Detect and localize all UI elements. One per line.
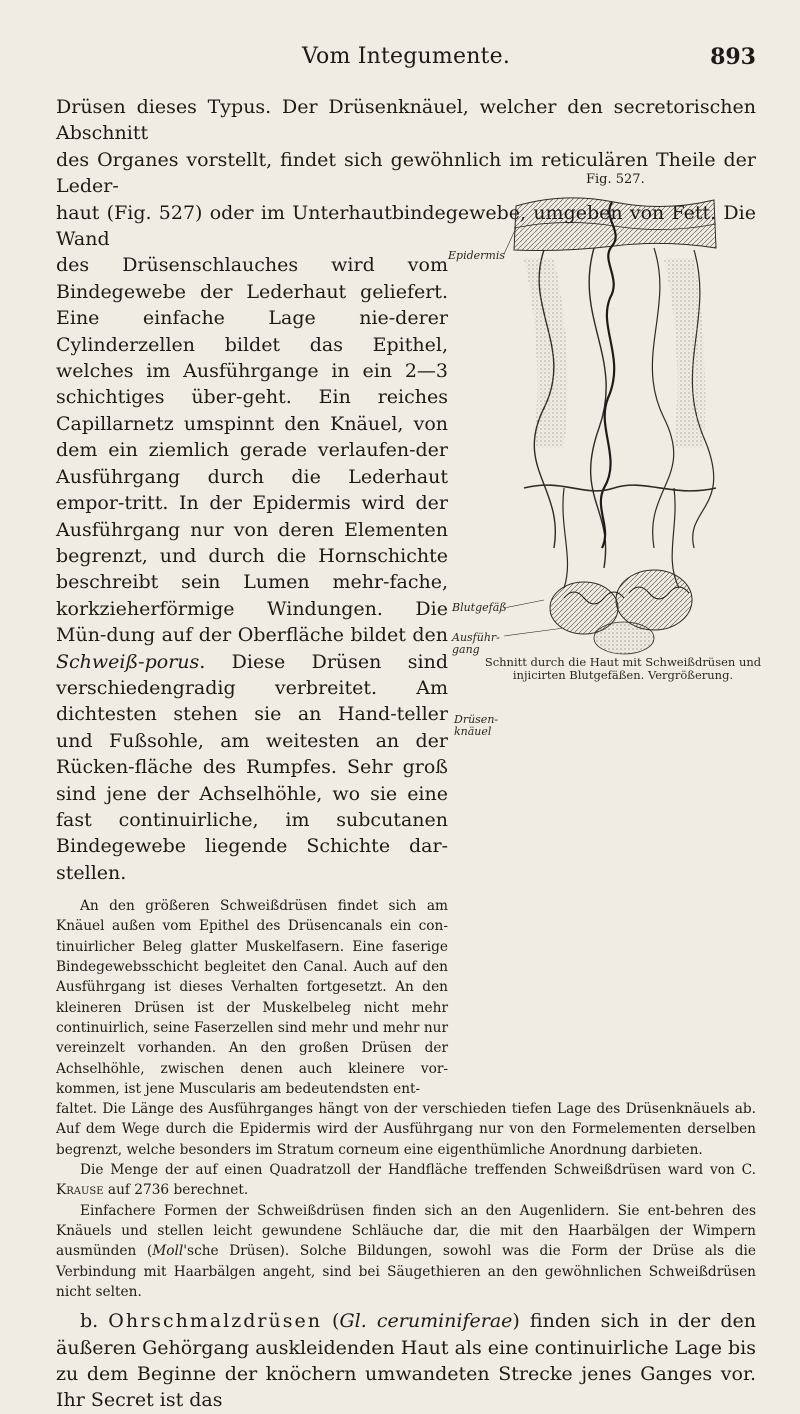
small-para1-wrapped: An den größeren Schweißdrüsen findet sich am Knäuel außen vom Epithel des Drüsencanals ein con-tinuirlicher Beleg glatter Muskelfasern. Eine faserige Bindegewebsschicht begleitet den Canal. Auch auf den Ausführgang ist dieses Verhalten fortgesetzt. An den kleineren Drüsen ist der Muskelbeleg nicht mehr continuirlich, seine Faserzellen sind mehr und mehr nur vereinzelt vorhanden. An den großen Drüsen der Achselhöhle, zwischen denen auch kleinere vor-kommen, ist jene Muscularis am bedeutendsten ent-: [56, 898, 448, 1097]
page-number: 893: [710, 44, 756, 70]
small-para2: [56, 1160, 756, 1201]
label-ausfuehrgang: Ausführ-gang: [452, 631, 500, 656]
italic-term-schweissporus: Schweiß-porus: [56, 650, 200, 673]
label-druesenknaeuel: Drüsen-knäuel: [454, 713, 499, 738]
section-b-term: Ohrschmalzdrüsen: [108, 1310, 322, 1333]
label-epidermis: Epidermis: [448, 249, 505, 262]
small-para2-pre: Die Menge der auf einen Quadratzoll der Handfläche treffenden Schweißdrüsen ward von C.: [80, 1162, 756, 1179]
author-name-krause: Krause: [56, 1182, 104, 1199]
section-b-latin: Gl. ceruminiferae: [339, 1310, 513, 1333]
small-para2-post: auf 2736 berechnet.: [103, 1182, 249, 1199]
section-b-paren-close: ): [512, 1310, 520, 1333]
section-b-label: b.: [80, 1310, 109, 1333]
para1-wrapped-a: des Drüsenschlauches wird vom Bindegewebe der Lederhaut geliefert. Eine einfache Lage nie-derer Cylinderzellen bildet das Epithel, welches im Ausführgange in ein 2—3 schichtiges über-geht. Ein reiches Capillarnetz umspinnt den Knäuel, von dem ein ziemlich gerade verlaufen-der Ausführgang durch die Lederhaut empor-tritt. In der Epidermis wird der Ausführgang nur von deren Elementen begrenzt, und durch die Hornschichte beschreibt sein Lumen mehr-fache, korkzieherförmige Windungen. Die Mün-dung auf der Oberfläche bildet den: [56, 254, 448, 647]
para1-line2: des Organes vorstellt, findet sich gewöhnlich im reticulären Theile der Leder-: [56, 148, 756, 198]
small-para1-full: faltet. Die Länge des Ausführganges hängt von der verschieden tiefen Lage des Drüsenknäuels ab. Auf dem Wege durch die Epidermis wird der Ausführgang nur von den Formelementen derselben begrenzt, welche besonders im Stratum corneum eine eigenthümliche Anordnung darbieten.: [56, 1101, 756, 1158]
figure-caption: Schnitt durch die Haut mit Schweißdrüsen und injicirten Blutgefäßen. Vergrößerung.: [484, 655, 762, 682]
main-text: [56, 94, 756, 1414]
small-para3: [56, 1201, 756, 1302]
small-para3-post: 'sche Drüsen). Solche Bildungen, sowohl was die Form der Drüse als die Verbindung mit Haarbälgen angeht, sind bei Säugethieren an den gewöhnlichen Schweißdrüsen nicht selten.: [56, 1243, 757, 1300]
para1-wrapped: [56, 252, 448, 886]
running-header: [56, 44, 756, 80]
figure-label: Fig. 527.: [586, 172, 645, 187]
section-b-text: finden sich in der den äußeren Gehörgang auskleidenden Haut als eine continuirliche Lage bis zu dem Beginne der knöchern umwandeten Strecke jenes Ganges vor. Ihr Secret ist das: [56, 1310, 756, 1412]
para1-line3: haut (Fig. 527) oder im Unterhautbindegewebe, umgeben von Fett. Die Wand: [56, 201, 756, 251]
section-b-paren-open: (: [321, 1310, 340, 1333]
running-title: Vom Integumente.: [301, 44, 511, 69]
label-blutgefaess: Blutgefäß: [452, 601, 507, 614]
section-b-paragraph: [56, 1308, 756, 1414]
para1-wrapped-b: . Diese Drüsen sind verschiedengradig verbreitet. Am dichtesten stehen sie an Hand-teller und Fußsohle, am weitesten an der Rücken-fläche des Rumpfes. Sehr groß sind jene der Achselhöhle, wo sie eine fast continuirliche, im subcutanen Bindegewebe liegende Schichte dar-stellen.: [56, 650, 448, 884]
small-para3-pre: Einfachere Formen der Schweißdrüsen finden sich an den Augenlidern. Sie ent-behren des Knäuels und stellen leicht gewundene Schläuche dar, die mit den Haarbälgen der Wimpern ausmünden (: [56, 1202, 756, 1260]
author-name-moll: Moll: [152, 1243, 184, 1260]
para1-line1: Drüsen dieses Typus. Der Drüsenknäuel, welcher den secretorischen Abschnitt: [56, 96, 756, 145]
